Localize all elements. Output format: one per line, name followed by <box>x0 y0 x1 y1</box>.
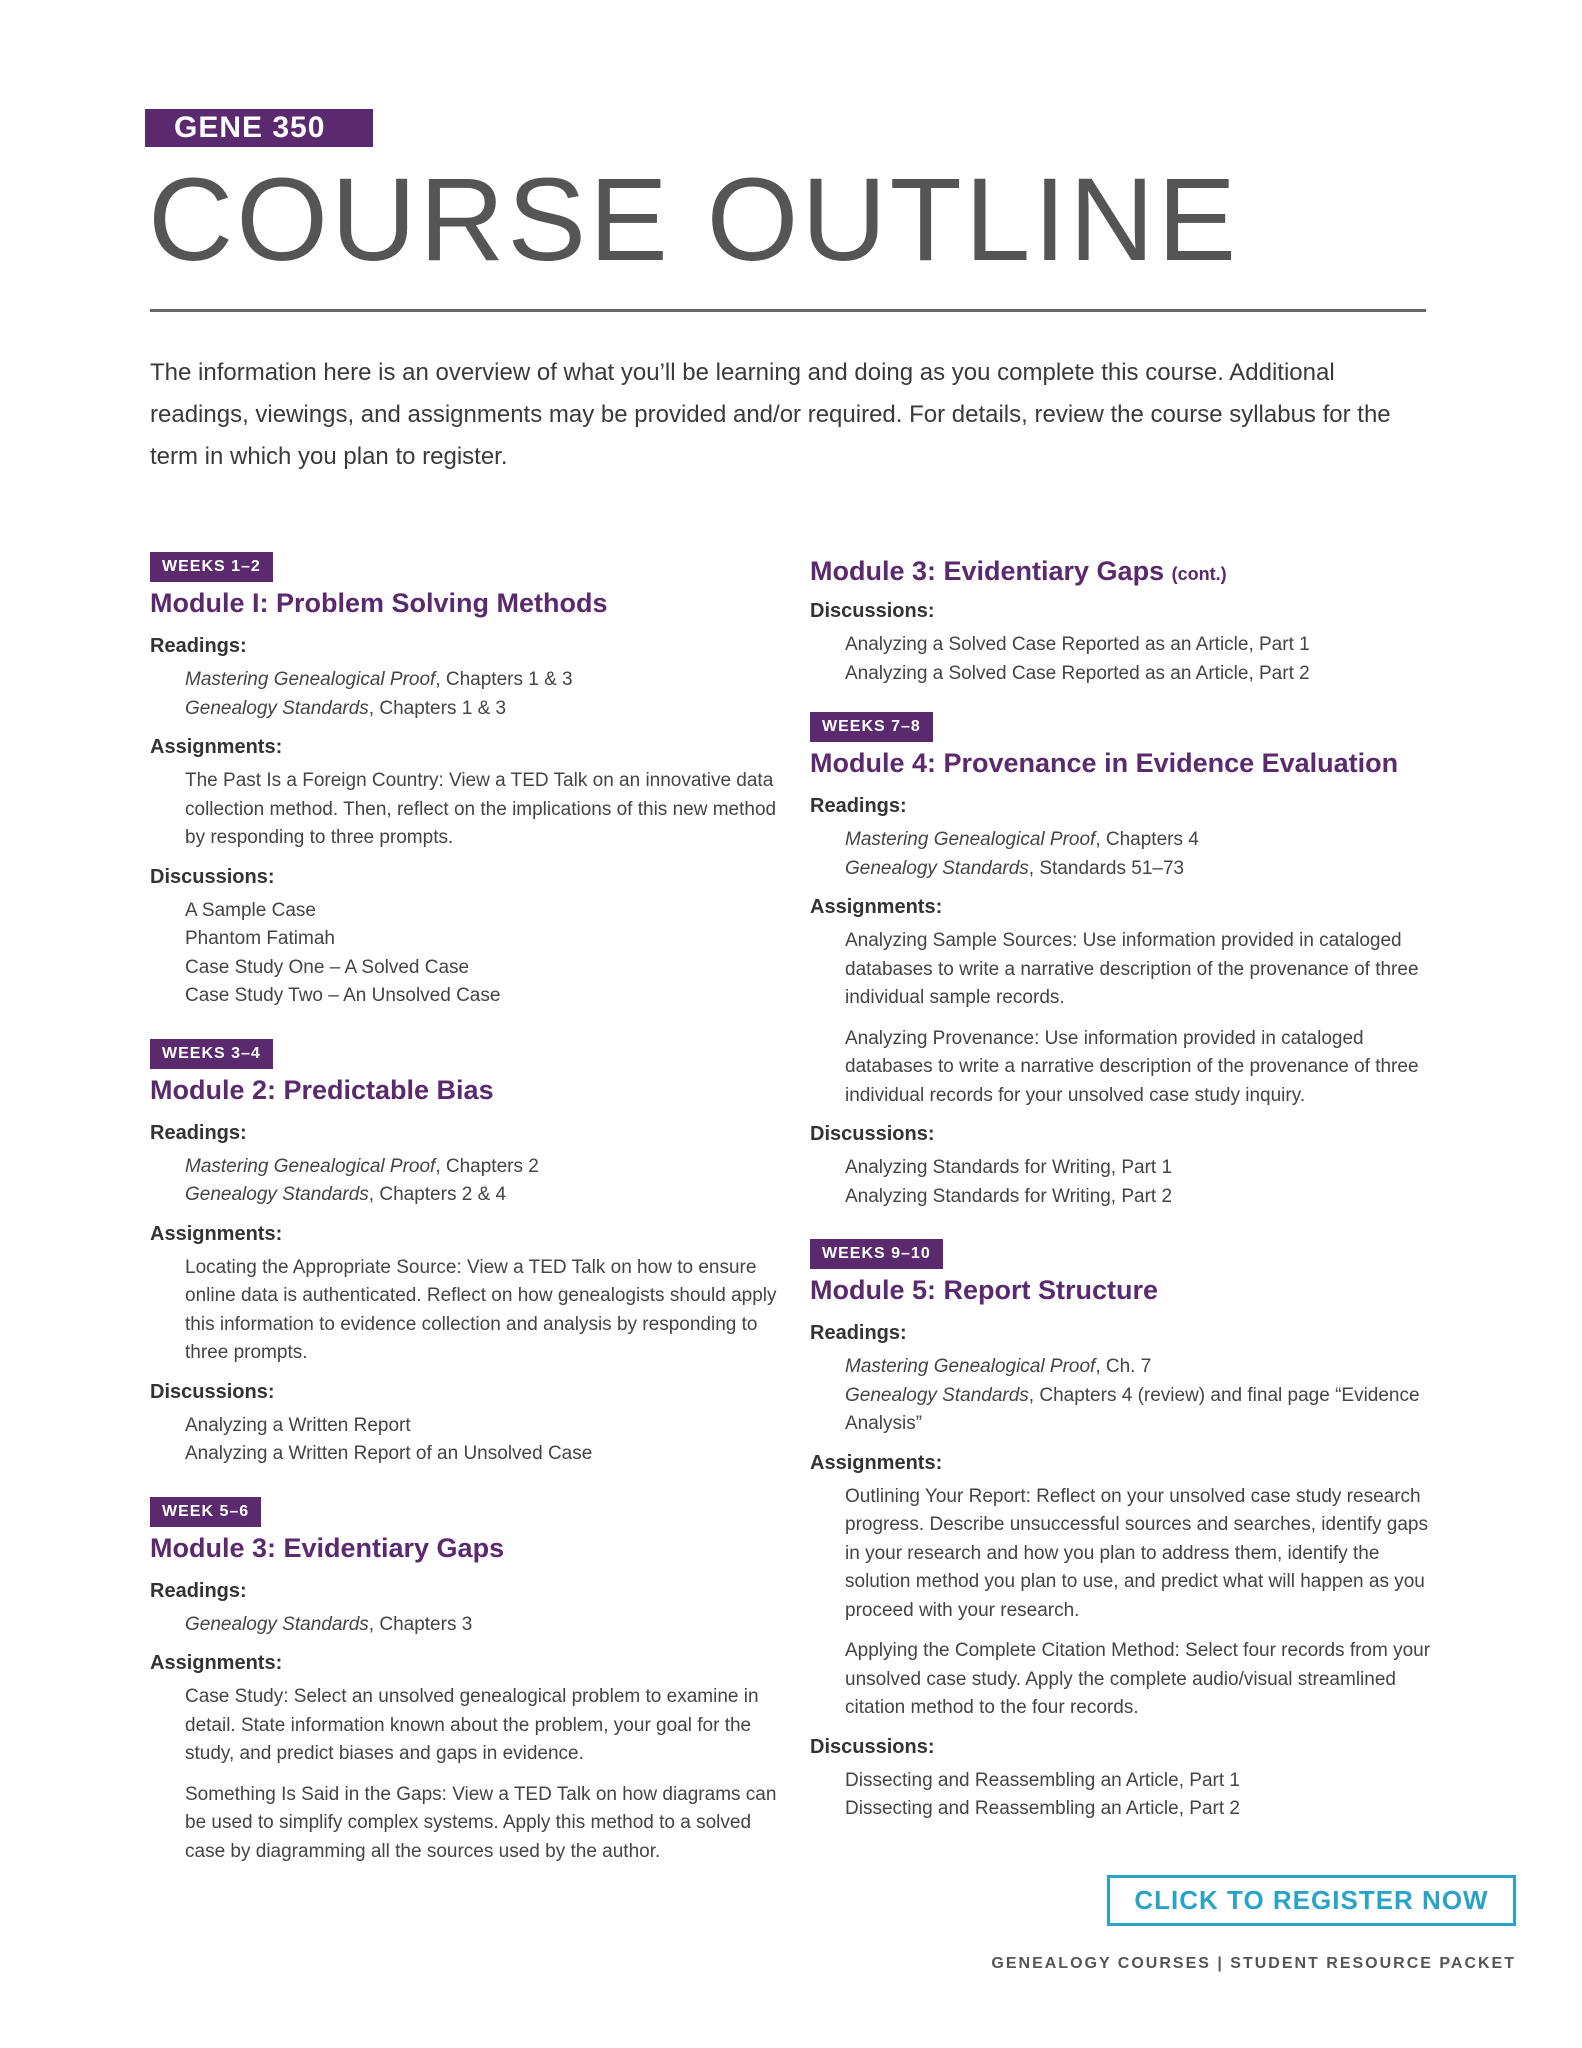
week-badge: WEEKS 7–8 <box>810 712 933 742</box>
discussion-item: Analyzing a Written Report <box>185 1414 411 1436</box>
assignments-list <box>150 1683 780 1866</box>
assignments-list <box>150 1254 780 1368</box>
discussion-item: Dissecting and Reassembling an Article, Part 2 <box>845 1798 1240 1819</box>
readings-label: Readings: <box>150 635 247 657</box>
discussion-item: A Sample Case <box>185 899 316 921</box>
reading-item: Mastering Genealogical Proof, Ch. 7 <box>845 1356 1152 1377</box>
discussions-label: Discussions: <box>810 600 935 622</box>
page-footer: GENEALOGY COURSES | STUDENT RESOURCE PACKET <box>991 1955 1516 1972</box>
module-4 <box>810 712 1440 1211</box>
assignments-list <box>810 1483 1440 1723</box>
left-column <box>150 552 780 1894</box>
readings-label: Readings: <box>150 1579 247 1602</box>
assignments-label: Assignments: <box>810 896 943 918</box>
discussions-label: Discussions: <box>150 865 275 888</box>
readings-list <box>150 1153 780 1210</box>
module-title: Module 5: Report Structure <box>810 1275 1159 1305</box>
assignments-label: Assignments: <box>150 1222 283 1245</box>
week-badge: WEEK 5–6 <box>150 1497 261 1527</box>
discussions-label: Discussions: <box>810 1123 935 1145</box>
assignment-item: Analyzing Sample Sources: Use information provided in cataloged databases to write a narrative description of the provenance of three individual sample records. <box>845 930 1419 1008</box>
discussion-item: Dissecting and Reassembling an Article, Part 1 <box>845 1769 1240 1791</box>
week-badge: WEEKS 3–4 <box>150 1039 273 1069</box>
assignment-item: Applying the Complete Citation Method: Select four records from your unsolved case study. Apply the complete audio/visual streamlined citation method to the four records. <box>845 1640 1431 1718</box>
reading-item: Genealogy Standards, Chapters 3 <box>185 1613 473 1635</box>
assignments-label: Assignments: <box>150 736 283 758</box>
module-1 <box>150 552 780 1011</box>
reading-item: Genealogy Standards, Chapters 1 & 3 <box>185 697 507 719</box>
discussions-label: Discussions: <box>150 1380 275 1403</box>
readings-list <box>150 1611 780 1640</box>
page-title: COURSE OUTLINE <box>148 154 1240 286</box>
assignment-item: Locating the Appropriate Source: View a TED Talk on how to ensure online data is authenticated. Reflect on how genealogists should apply this information to evidence collection and analysis by responding to three prompts. <box>185 1256 777 1363</box>
module-title: Module 4: Provenance in Evidence Evaluation <box>810 748 1399 778</box>
discussion-item: Analyzing a Solved Case Reported as an Article, Part 1 <box>845 634 1310 655</box>
course-code-badge: GENE 350 <box>145 109 373 147</box>
reading-item: Genealogy Standards, Chapters 2 & 4 <box>185 1184 507 1205</box>
module-title: Module 3: Evidentiary Gaps <box>150 1532 505 1563</box>
reading-item: Genealogy Standards, Standards 51–73 <box>845 857 1185 879</box>
reading-item: Mastering Genealogical Proof, Chapters 1 & 3 <box>185 669 573 690</box>
discussions-label: Discussions: <box>810 1735 935 1758</box>
assignments-list <box>150 767 780 853</box>
assignments-list <box>810 927 1440 1110</box>
register-now-button[interactable]: CLICK TO REGISTER NOW <box>1107 1875 1516 1926</box>
discussions-list <box>150 897 780 1011</box>
discussion-item: Phantom Fatimah <box>185 928 335 949</box>
discussions-list <box>810 631 1440 688</box>
readings-label: Readings: <box>150 1121 247 1144</box>
discussion-item: Analyzing Standards for Writing, Part 1 <box>845 1157 1173 1178</box>
reading-item: Genealogy Standards, Chapters 4 (review) and final page “Evidence Analysis” <box>845 1384 1420 1434</box>
assignment-item: Outlining Your Report: Reflect on your unsolved case study research progress. Describe unsuccessful sources and searches, identify gaps in your research and how you plan to address them, identify the solution method you plan to use, and predict what will happen as you proceed with your research. <box>845 1485 1428 1621</box>
assignment-item: The Past Is a Foreign Country: View a TED Talk on an innovative data collection method. Then, reflect on the implications of this new method by responding to three prompts. <box>185 770 777 848</box>
assignments-label: Assignments: <box>150 1652 283 1674</box>
discussions-list <box>150 1412 780 1469</box>
discussion-item: Case Study Two – An Unsolved Case <box>185 985 501 1006</box>
week-badge: WEEKS 1–2 <box>150 552 273 582</box>
readings-label: Readings: <box>810 795 907 817</box>
continued-tag: (cont.) <box>1171 564 1227 584</box>
module-3 <box>150 1497 780 1867</box>
module-5 <box>810 1239 1440 1824</box>
title-divider <box>150 309 1426 312</box>
discussions-list <box>810 1154 1440 1211</box>
module-3-continued <box>810 552 1440 688</box>
readings-list <box>150 666 780 723</box>
discussion-item: Case Study One – A Solved Case <box>185 956 470 978</box>
discussion-item: Analyzing Standards for Writing, Part 2 <box>845 1185 1173 1207</box>
readings-label: Readings: <box>810 1322 907 1344</box>
module-title: Module 2: Predictable Bias <box>150 1074 494 1105</box>
discussion-item: Analyzing a Solved Case Reported as an Article, Part 2 <box>845 662 1310 684</box>
discussion-item: Analyzing a Written Report of an Unsolved Case <box>185 1443 593 1464</box>
week-badge: WEEKS 9–10 <box>810 1239 943 1269</box>
assignment-item: Case Study: Select an unsolved genealogical problem to examine in detail. State information known about the problem, your goal for the study, and predict biases and gaps in evidence. <box>185 1686 759 1764</box>
assignment-item: Analyzing Provenance: Use information provided in cataloged databases to write a narrative description of the provenance of three individual records for your unsolved case study inquiry. <box>845 1027 1419 1106</box>
module-title: Module I: Problem Solving Methods <box>150 588 608 618</box>
readings-list <box>810 826 1440 883</box>
reading-item: Mastering Genealogical Proof, Chapters 2 <box>185 1155 539 1177</box>
readings-list <box>810 1353 1440 1439</box>
module-title: Module 3: Evidentiary Gaps (cont.) <box>810 556 1227 586</box>
assignments-label: Assignments: <box>810 1451 943 1474</box>
discussions-list <box>810 1767 1440 1824</box>
reading-item: Mastering Genealogical Proof, Chapters 4 <box>845 829 1199 850</box>
assignment-item: Something Is Said in the Gaps: View a TED Talk on how diagrams can be used to simplify complex systems. Apply this method to a solved case by diagramming all the sources used by the author. <box>185 1783 777 1862</box>
module-2 <box>150 1039 780 1469</box>
right-column <box>810 552 1440 1852</box>
intro-paragraph: The information here is an overview of what you’ll be learning and doing as you complete this course. Additional readings, viewings, and assignments may be provided and/or required. For details, review the course syllabus for the term in which you plan to register. <box>150 359 1391 470</box>
